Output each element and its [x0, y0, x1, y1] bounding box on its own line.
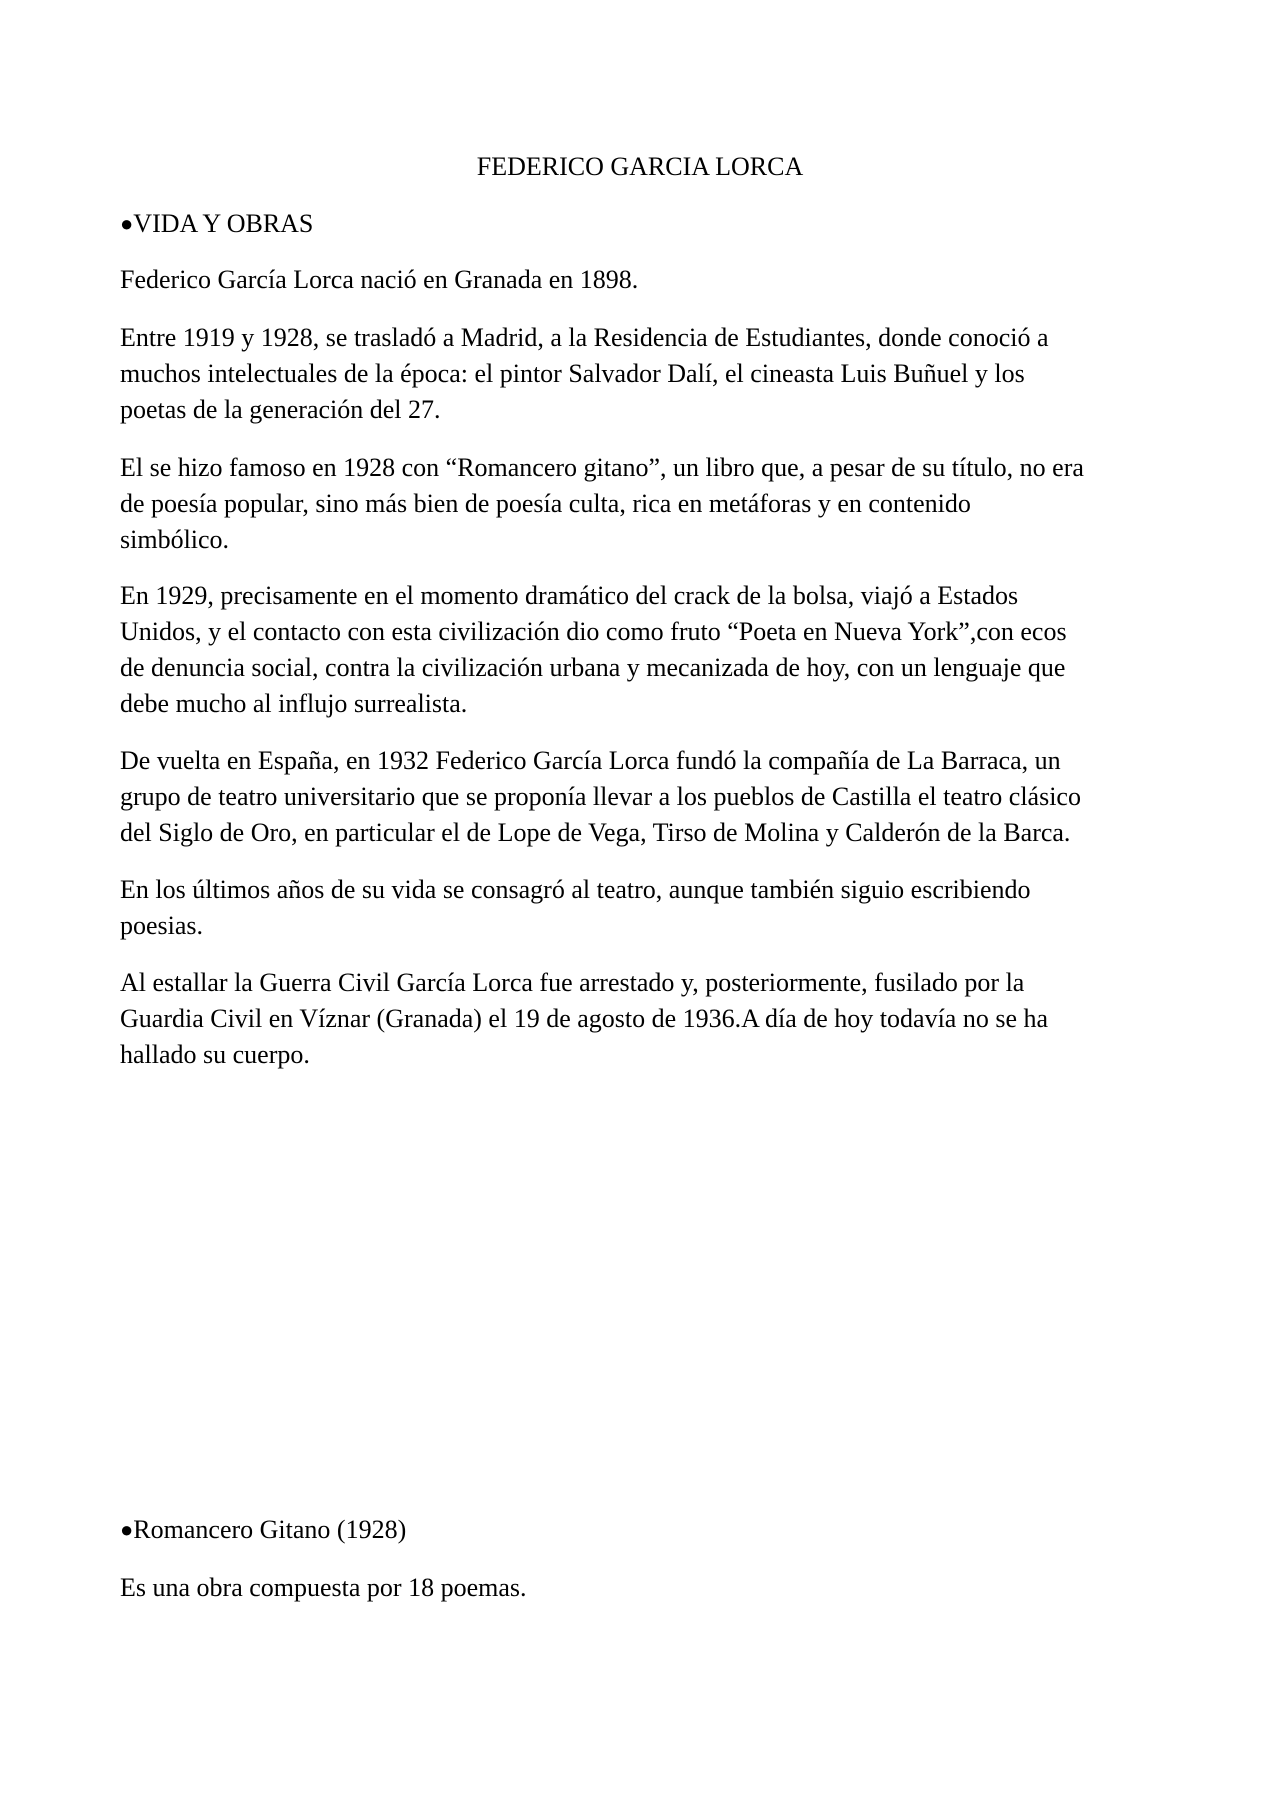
paragraph-line: del Siglo de Oro, en particular el de Lope de Vega, Tirso de Molina y Calderón de la Barca. [120, 818, 1071, 847]
paragraph-birth [120, 262, 1170, 298]
paragraph-line: Al estallar la Guerra Civil García Lorca fue arrestado y, posteriormente, fusilado por la [120, 968, 1025, 997]
paragraph-line: grupo de teatro universitario que se proponía llevar a los pueblos de Castilla el teatro clásico [120, 782, 1081, 811]
bullet-icon: ● [120, 1517, 134, 1542]
paragraph-romancero [120, 450, 1170, 558]
section-heading-romancero-gitano [120, 1513, 406, 1547]
paragraph-line: Guardia Civil en Víznar (Granada) el 19 de agosto de 1936.A día de hoy todavía no se ha [120, 1004, 1049, 1033]
document-title: FEDERICO GARCIA LORCA [476, 152, 804, 181]
paragraph-18-poemas [120, 1570, 1170, 1606]
paragraph-madrid [120, 320, 1170, 428]
paragraph-line: poetas de la generación del 27. [120, 395, 441, 424]
paragraph-line: De vuelta en España, en 1932 Federico García Lorca fundó la compañía de La Barraca, un [120, 746, 1061, 775]
paragraph-line: El se hizo famoso en 1928 con “Romancero gitano”, un libro que, a pesar de su título, no era [120, 453, 1084, 482]
paragraph-ultimos-anos [120, 872, 1170, 944]
paragraph-guerra-civil [120, 965, 1170, 1073]
paragraph-line: poesias. [120, 911, 204, 940]
bullet-icon: ● [120, 211, 134, 236]
paragraph-line: Entre 1919 y 1928, se trasladó a Madrid, a la Residencia de Estudiantes, donde conoció a [120, 323, 1049, 352]
paragraph-nueva-york [120, 578, 1170, 722]
section-heading-vida-y-obras [120, 207, 313, 241]
paragraph-line: de denuncia social, contra la civilización urbana y mecanizada de hoy, con un lenguaje que [120, 653, 1066, 682]
paragraph-line: En 1929, precisamente en el momento dramático del crack de la bolsa, viajó a Estados [120, 581, 1019, 610]
paragraph-la-barraca [120, 743, 1170, 851]
paragraph-line: debe mucho al influjo surrealista. [120, 689, 468, 718]
paragraph-line: simbólico. [120, 525, 230, 554]
paragraph-line: En los últimos años de su vida se consagró al teatro, aunque también siguio escribiendo [120, 875, 1031, 904]
paragraph-line: Es una obra compuesta por 18 poemas. [120, 1573, 527, 1602]
paragraph-line: hallado su cuerpo. [120, 1040, 310, 1069]
paragraph-line: muchos intelectuales de la época: el pintor Salvador Dalí, el cineasta Luis Buñuel y los [120, 359, 1025, 388]
section-heading-text: VIDA Y OBRAS [133, 209, 314, 238]
paragraph-line: de poesía popular, sino más bien de poesía culta, rica en metáforas y en contenido [120, 489, 971, 518]
paragraph-line: Federico García Lorca nació en Granada en 1898. [120, 265, 639, 294]
paragraph-line: Unidos, y el contacto con esta civilización dio como fruto “Poeta en Nueva York”,con ecos [120, 617, 1067, 646]
section-heading-text: Romancero Gitano (1928) [133, 1515, 407, 1544]
